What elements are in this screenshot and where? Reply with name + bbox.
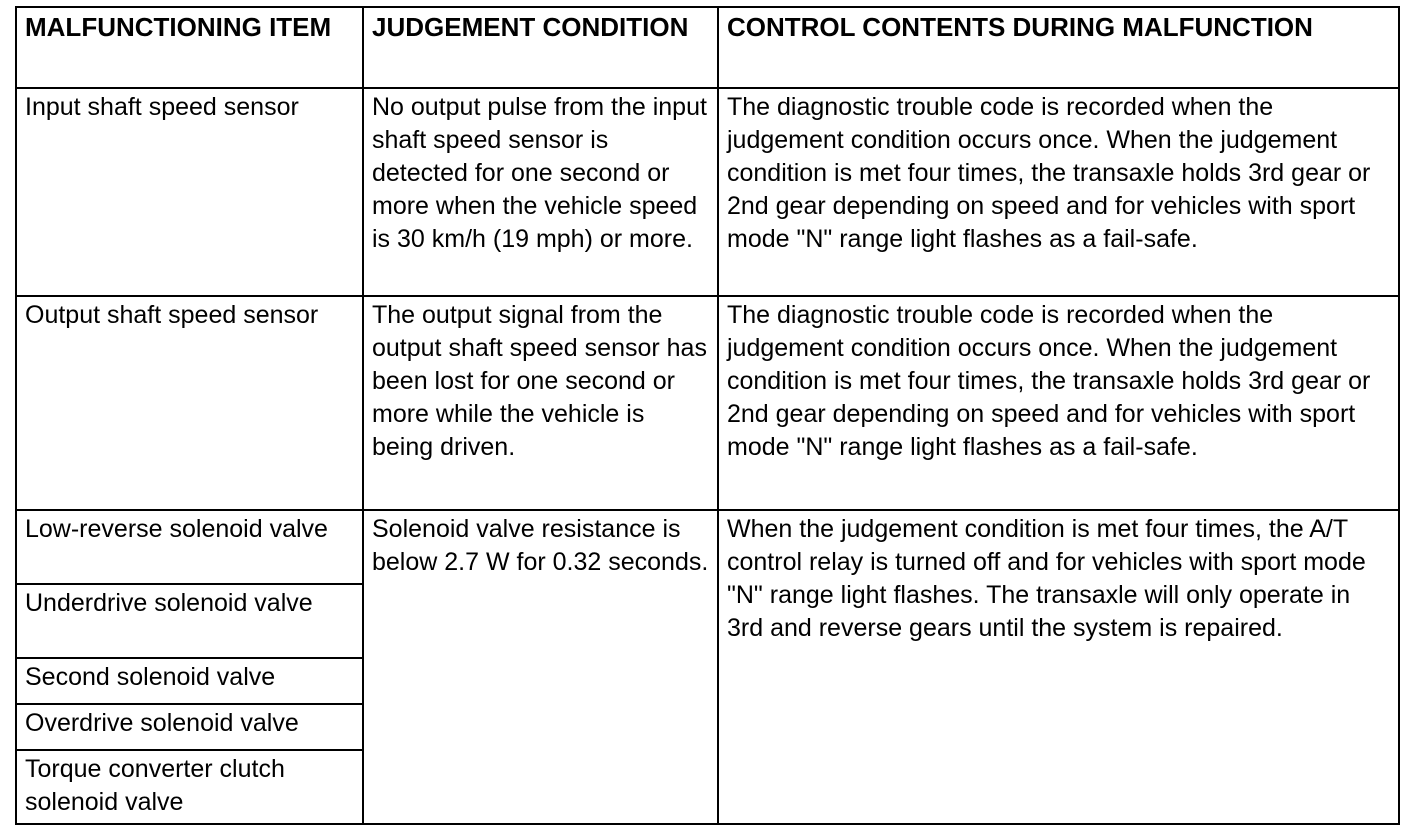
condition-cell: Solenoid valve resistance is below 2.7 W for 0.32 seconds. — [363, 510, 718, 824]
header-row — [16, 7, 1399, 88]
malfunction-table — [15, 6, 1400, 825]
header-malfunctioning-item: MALFUNCTIONING ITEM — [16, 7, 363, 88]
table-row — [16, 296, 1399, 510]
item-cell: Overdrive solenoid valve — [16, 704, 363, 750]
control-cell: The diagnostic trouble code is recorded when the judgement condition occurs once. When the judgement condition is met four times, the transaxle holds 3rd gear or 2nd gear depending on speed and for vehicles with sport mode "N" range light flashes as a fail-safe. — [718, 88, 1399, 296]
table-row — [16, 88, 1399, 296]
item-cell: Torque converter clutch solenoid valve — [16, 750, 363, 824]
table-row — [16, 510, 1399, 584]
item-cell: Low-reverse solenoid valve — [16, 510, 363, 584]
header-control-contents: CONTROL CONTENTS DURING MALFUNCTION — [718, 7, 1399, 88]
condition-cell: The output signal from the output shaft speed sensor has been lost for one second or more while the vehicle is being driven. — [363, 296, 718, 510]
item-cell: Underdrive solenoid valve — [16, 584, 363, 658]
item-cell: Output shaft speed sensor — [16, 296, 363, 510]
header-judgement-condition: JUDGEMENT CONDITION — [363, 7, 718, 88]
control-cell: The diagnostic trouble code is recorded when the judgement condition occurs once. When the judgement condition is met four times, the transaxle holds 3rd gear or 2nd gear depending on speed and for vehicles with sport mode "N" range light flashes as a fail-safe. — [718, 296, 1399, 510]
item-cell: Input shaft speed sensor — [16, 88, 363, 296]
control-cell: When the judgement condition is met four times, the A/T control relay is turned off and for vehicles with sport mode "N" range light flashes. The transaxle will only operate in 3rd and reverse gears until the system is repaired. — [718, 510, 1399, 824]
condition-cell: No output pulse from the input shaft speed sensor is detected for one second or more when the vehicle speed is 30 km/h (19 mph) or more. — [363, 88, 718, 296]
item-cell: Second solenoid valve — [16, 658, 363, 704]
